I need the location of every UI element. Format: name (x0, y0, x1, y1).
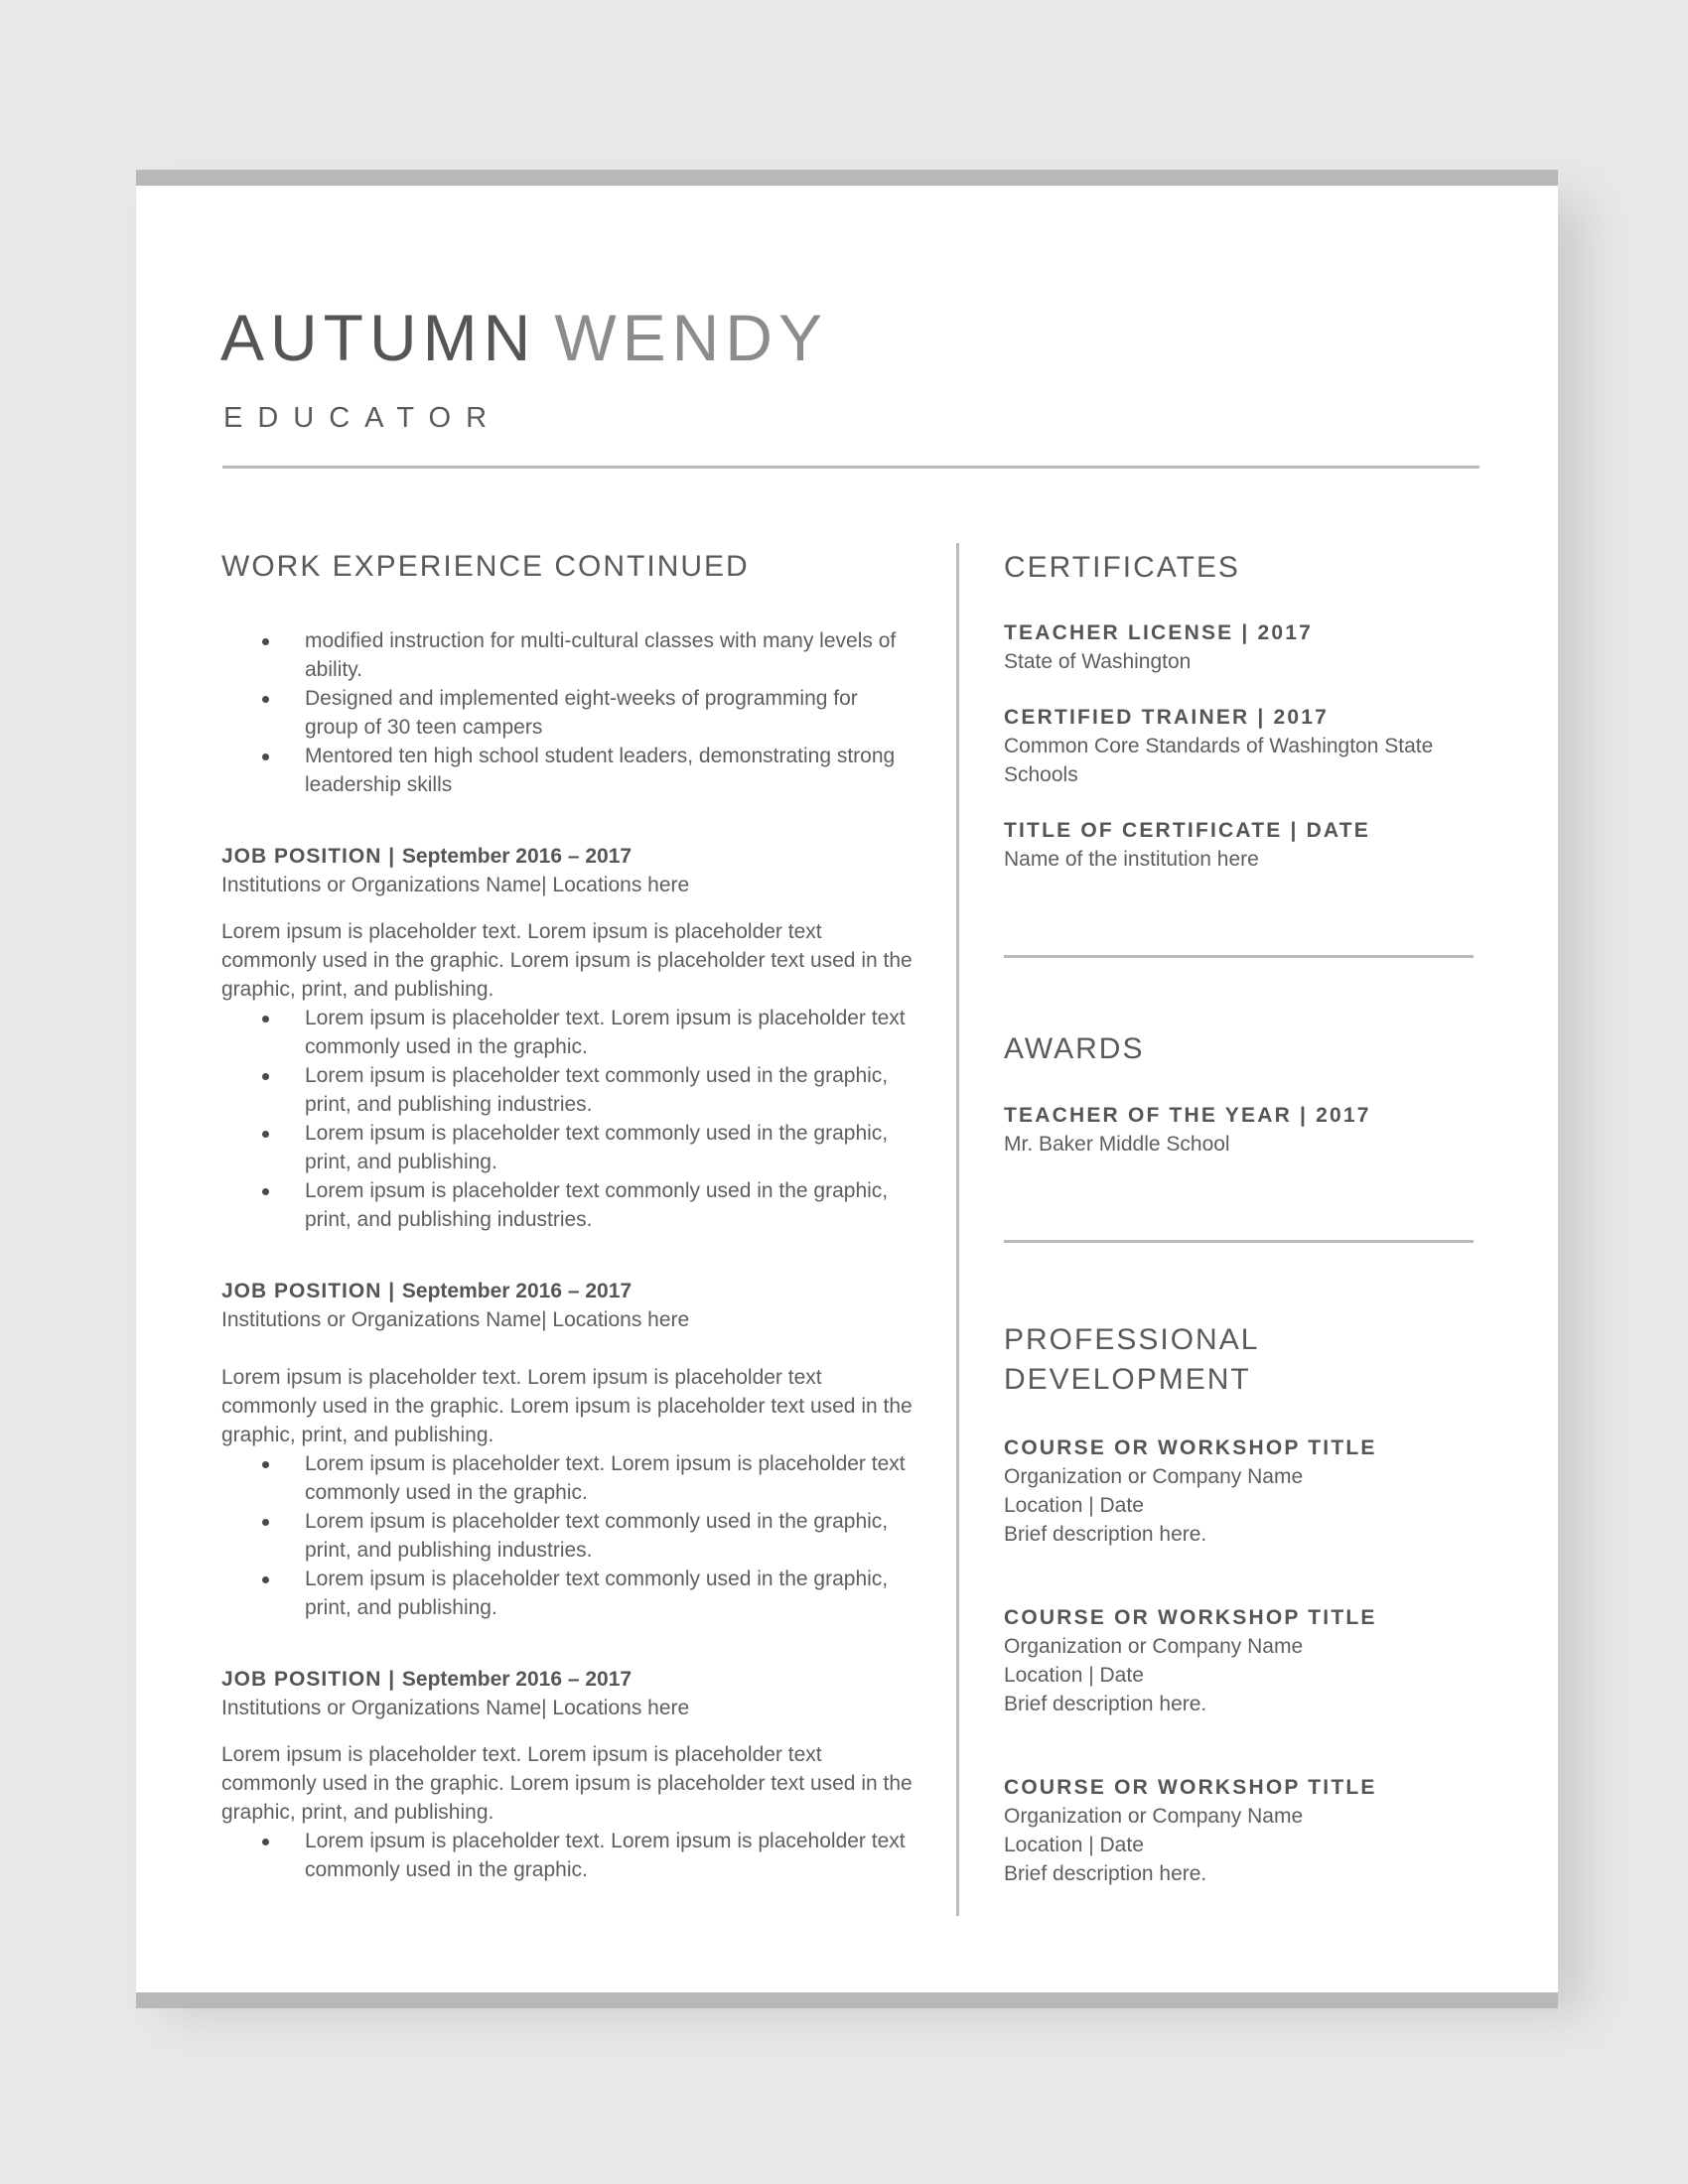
work-experience-section (221, 543, 916, 1884)
course-location-date: Location | Date (1004, 1664, 1144, 1687)
course-entry (1004, 1433, 1480, 1549)
award-organization: Mr. Baker Middle School (1004, 1133, 1230, 1156)
job-bullet-list (221, 1827, 916, 1884)
candidate-name (220, 301, 828, 374)
list-item: Lorem ipsum is placeholder text. Lorem ipsum is placeholder text commonly used in the graphic. (305, 1004, 916, 1061)
award-title: TEACHER OF THE YEAR | 2017 (1004, 1104, 1371, 1127)
job-organization: Institutions or Organizations Name| Locations here (221, 1308, 690, 1331)
course-title: COURSE OR WORKSHOP TITLE (1004, 1436, 1377, 1459)
list-item: Lorem ipsum is placeholder text. Lorem ipsum is placeholder text commonly used in the graphic. (305, 1449, 916, 1507)
course-location-date: Location | Date (1004, 1834, 1144, 1856)
certificate-entry (1004, 703, 1480, 789)
certificate-issuer: Common Core Standards of Washington State Schools (1004, 735, 1434, 786)
course-entry (1004, 1603, 1480, 1718)
certificate-title: TITLE OF CERTIFICATE | DATE (1004, 819, 1370, 842)
section-heading-awards: AWARDS (1004, 1032, 1145, 1065)
section-heading-certificates: CERTIFICATES (1004, 551, 1240, 584)
section-heading-development (1004, 1320, 1480, 1400)
job-bullet-list (221, 1449, 916, 1622)
list-item: Lorem ipsum is placeholder text commonly used in the graphic, print, and publishing industries. (305, 1507, 916, 1565)
resume-page (136, 170, 1558, 2008)
course-title: COURSE OR WORKSHOP TITLE (1004, 1606, 1377, 1629)
job-title: EDUCATOR (223, 402, 502, 434)
list-item: Lorem ipsum is placeholder text commonly used in the graphic, print, and publishing industries. (305, 1176, 916, 1234)
section-divider (1004, 1240, 1474, 1243)
certificate-issuer: Name of the institution here (1004, 848, 1259, 871)
course-organization: Organization or Company Name (1004, 1805, 1304, 1828)
list-item: Lorem ipsum is placeholder text commonly used in the graphic, print, and publishing industries. (305, 1061, 916, 1119)
certificate-entry (1004, 618, 1480, 676)
job-heading (221, 1665, 916, 1694)
job-organization: Institutions or Organizations Name| Locations here (221, 1697, 690, 1719)
job-position: JOB POSITION (221, 1668, 382, 1691)
job-entry (221, 1277, 916, 1622)
course-description: Brief description here. (1004, 1523, 1207, 1546)
job-entry (221, 842, 916, 1234)
job-bullet-list (221, 1004, 916, 1234)
section-divider (1004, 955, 1474, 958)
course-organization: Organization or Company Name (1004, 1635, 1304, 1658)
job-heading (221, 1277, 916, 1305)
list-item: modified instruction for multi-cultural classes with many levels of ability. (305, 626, 916, 684)
list-item: Mentored ten high school student leaders, demonstrating strong leadership skills (305, 742, 916, 799)
job-position: JOB POSITION (221, 1280, 382, 1302)
course-entry (1004, 1773, 1480, 1888)
certificate-title: TEACHER LICENSE | 2017 (1004, 621, 1314, 644)
sidebar (1004, 543, 1480, 1888)
job-dates: September 2016 – 2017 (401, 1280, 633, 1302)
list-item: Lorem ipsum is placeholder text commonly used in the graphic, print, and publishing. (305, 1565, 916, 1622)
column-divider (956, 543, 959, 1916)
job-heading (221, 842, 916, 871)
intro-bullet-list (221, 626, 916, 799)
job-separator: | (381, 1280, 402, 1302)
heading-line: DEVELOPMENT (1004, 1363, 1251, 1396)
job-position: JOB POSITION (221, 845, 382, 868)
award-entry (1004, 1101, 1480, 1159)
course-description: Brief description here. (1004, 1862, 1207, 1885)
job-dates: September 2016 – 2017 (401, 1668, 633, 1691)
awards-section (1004, 1029, 1480, 1159)
job-entry (221, 1665, 916, 1884)
job-separator: | (381, 845, 402, 868)
header-divider (222, 466, 1479, 469)
job-summary: Lorem ipsum is placeholder text. Lorem ipsum is placeholder text commonly used in the graphic. Lorem ipsum is placeholder text used in the graphic, print, and publishing. (221, 1743, 913, 1824)
certificates-section (1004, 548, 1480, 874)
list-item: Lorem ipsum is placeholder text commonly used in the graphic, print, and publishing. (305, 1119, 916, 1176)
job-summary: Lorem ipsum is placeholder text. Lorem ipsum is placeholder text commonly used in the graphic. Lorem ipsum is placeholder text used in the graphic, print, and publishing. (221, 1366, 913, 1446)
certificate-entry (1004, 816, 1480, 874)
job-dates: September 2016 – 2017 (401, 845, 633, 868)
job-separator: | (381, 1668, 402, 1691)
section-heading-work: WORK EXPERIENCE CONTINUED (221, 550, 750, 583)
course-description: Brief description here. (1004, 1693, 1207, 1715)
first-name: AUTUMN (220, 301, 537, 374)
course-organization: Organization or Company Name (1004, 1465, 1304, 1488)
certificate-title: CERTIFIED TRAINER | 2017 (1004, 706, 1330, 729)
certificate-issuer: State of Washington (1004, 650, 1192, 673)
heading-line: PROFESSIONAL (1004, 1323, 1260, 1356)
job-organization: Institutions or Organizations Name| Locations here (221, 874, 690, 896)
course-title: COURSE OR WORKSHOP TITLE (1004, 1776, 1377, 1799)
last-name: WENDY (554, 301, 828, 374)
job-summary: Lorem ipsum is placeholder text. Lorem ipsum is placeholder text commonly used in the graphic. Lorem ipsum is placeholder text used in the graphic, print, and publishing. (221, 920, 913, 1001)
course-location-date: Location | Date (1004, 1494, 1144, 1517)
professional-development-section (1004, 1320, 1480, 1888)
list-item: Designed and implemented eight-weeks of programming for group of 30 teen campers (305, 684, 916, 742)
list-item: Lorem ipsum is placeholder text. Lorem ipsum is placeholder text commonly used in the graphic. (305, 1827, 916, 1884)
